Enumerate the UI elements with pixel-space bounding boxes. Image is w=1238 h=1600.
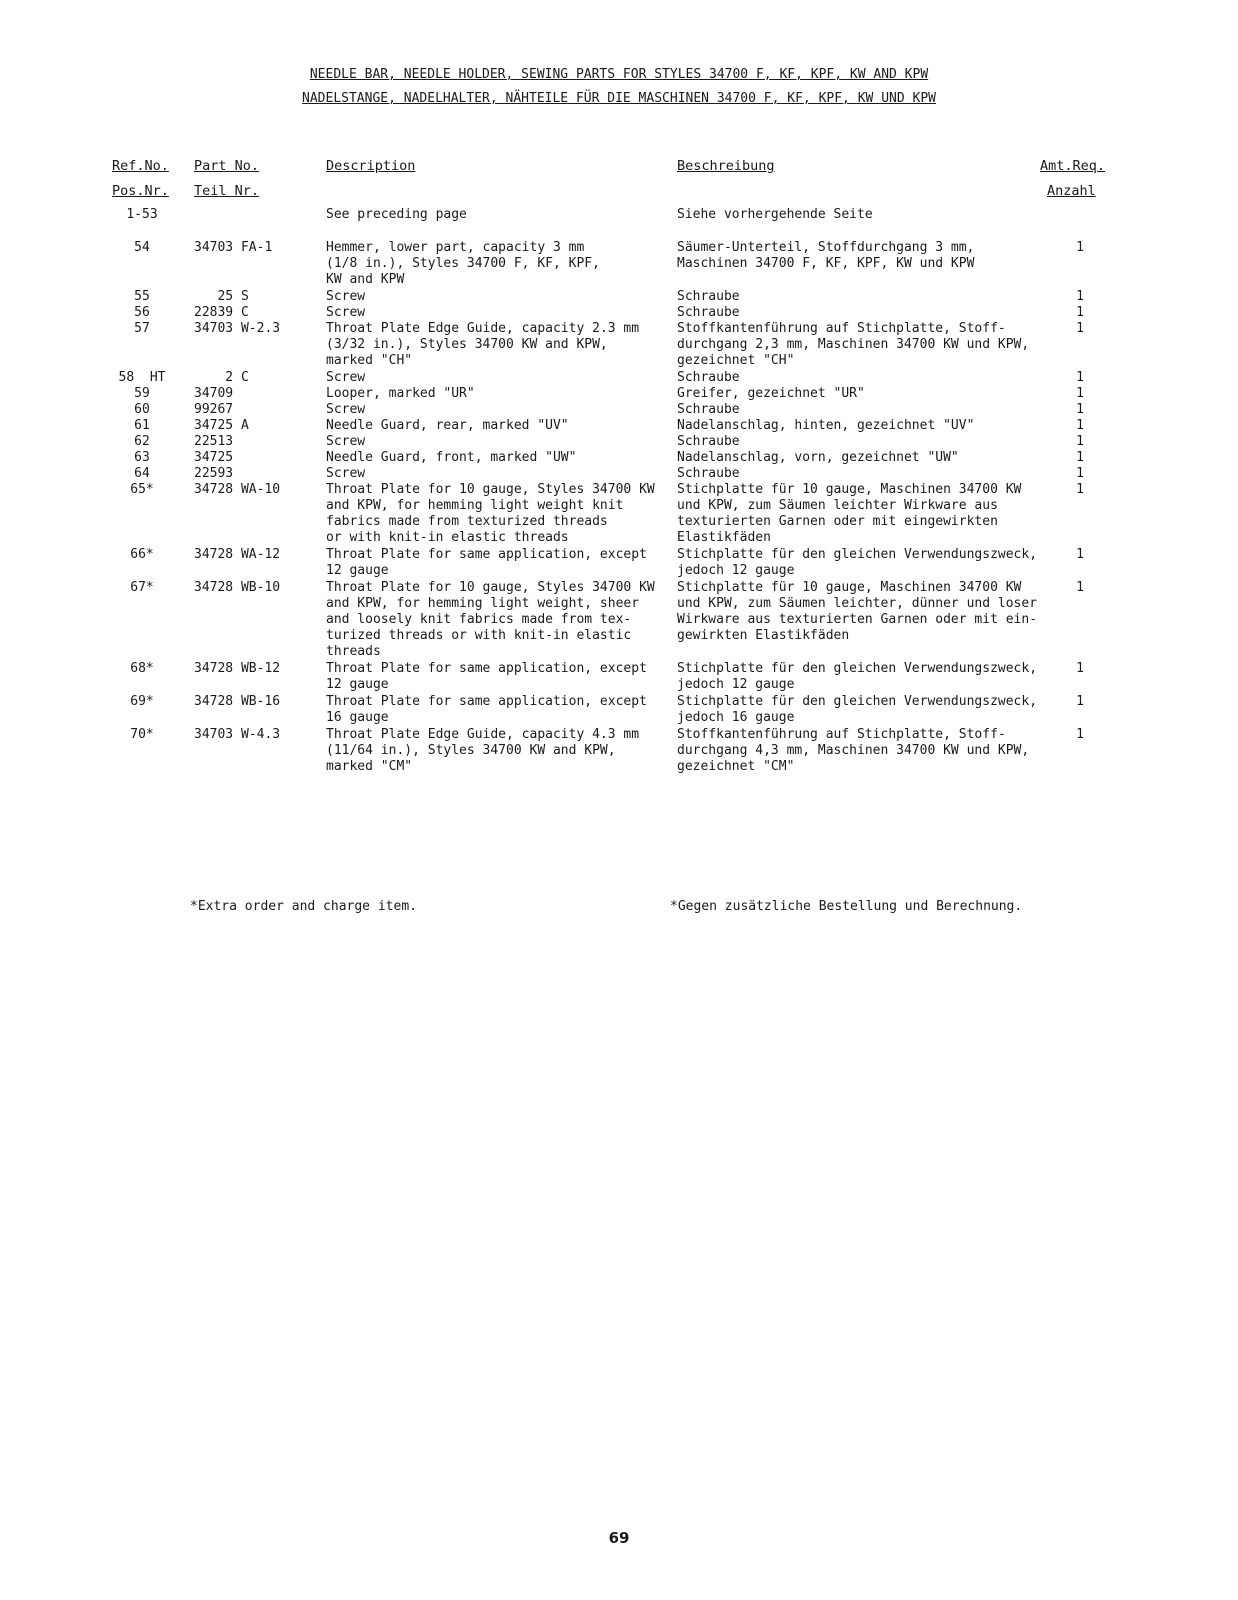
ref-no: 70* — [130, 727, 154, 742]
ref-no: 60 — [134, 402, 150, 417]
beschreibung: Säumer-Unterteil, Stoffdurchgang 3 mm, Maschinen 34700 F, KF, KPF, KW und KPW — [677, 240, 975, 271]
ref-no: 58 HT — [118, 370, 166, 385]
beschreibung: Stoffkantenführung auf Stichplatte, Stoff- durchgang 2,3 mm, Maschinen 34700 KW und KPW, gezeichnet "CH" — [677, 321, 1030, 368]
description: Throat Plate Edge Guide, capacity 2.3 mm (3/32 in.), Styles 34700 KW and KPW, marked "CH" — [326, 321, 640, 368]
description: Screw — [326, 370, 366, 385]
description: Screw — [326, 402, 366, 417]
part-no: 34728 WB-12 — [194, 661, 281, 676]
part-no: 22839 C — [194, 305, 249, 320]
header-anzahl: Anzahl — [1047, 183, 1096, 199]
header-amt-req: Amt.Req. — [1040, 158, 1106, 174]
description: Throat Plate for 10 gauge, Styles 34700 KW and KPW, for hemming light weight, sheer and loosely knit fabrics made from tex- turized threads or with knit-in elastic threads — [326, 580, 655, 659]
part-no: 34725 — [194, 450, 234, 465]
beschreibung: Stichplatte für den gleichen Verwendungszweck, jedoch 12 gauge — [677, 661, 1038, 692]
ref-no: 63 — [134, 450, 150, 465]
page-number: 69 — [608, 1529, 630, 1547]
amount: 1 — [1076, 450, 1084, 465]
part-no: 34725 A — [194, 418, 249, 433]
part-no: 34728 WA-12 — [194, 547, 281, 562]
amount: 1 — [1076, 434, 1084, 449]
part-no: 22593 — [194, 466, 234, 481]
description: Screw — [326, 305, 366, 320]
header-teil-nr: Teil Nr. — [194, 183, 260, 199]
amount: 1 — [1076, 580, 1084, 595]
beschreibung: Schraube — [677, 370, 740, 385]
beschreibung: Stichplatte für den gleichen Verwendungszweck, jedoch 16 gauge — [677, 694, 1038, 725]
header-description: Description — [326, 158, 416, 174]
footnote-english: *Extra order and charge item. — [190, 899, 417, 914]
part-no: 34703 W-2.3 — [194, 321, 281, 336]
amount: 1 — [1076, 547, 1084, 562]
beschreibung: Nadelanschlag, hinten, gezeichnet "UV" — [677, 418, 975, 433]
ref-no: 56 — [134, 305, 150, 320]
ref-no: 59 — [134, 386, 150, 401]
ref-no: 54 — [134, 240, 150, 255]
ref-no: 67* — [130, 580, 154, 595]
description: Needle Guard, front, marked "UW" — [326, 450, 577, 465]
amount: 1 — [1076, 661, 1084, 676]
amount: 1 — [1076, 386, 1084, 401]
part-no: 25 S — [194, 289, 249, 304]
amount: 1 — [1076, 305, 1084, 320]
part-no: 99267 — [194, 402, 234, 417]
description: Screw — [326, 434, 366, 449]
description: Throat Plate for same application, except 16 gauge — [326, 694, 647, 725]
ref-no: 69* — [130, 694, 154, 709]
amount: 1 — [1076, 482, 1084, 497]
description: Screw — [326, 289, 366, 304]
ref-no: 55 — [134, 289, 150, 304]
beschreibung: Schraube — [677, 434, 740, 449]
amount: 1 — [1076, 321, 1084, 336]
ref-no: 66* — [130, 547, 154, 562]
beschreibung: Siehe vorhergehende Seite — [677, 207, 873, 222]
ref-no: 62 — [134, 434, 150, 449]
description: Throat Plate Edge Guide, capacity 4.3 mm (11/64 in.), Styles 34700 KW and KPW, marked "CM" — [326, 727, 640, 774]
ref-no: 1-53 — [126, 207, 158, 222]
ref-no: 57 — [134, 321, 150, 336]
header-part-no: Part No. — [194, 158, 260, 174]
description: Needle Guard, rear, marked "UV" — [326, 418, 569, 433]
beschreibung: Stichplatte für 10 gauge, Maschinen 34700 KW und KPW, zum Säumen leichter Wirkware aus texturierten Garnen oder mit eingewirkten Elastikfäden — [677, 482, 1022, 545]
beschreibung: Schraube — [677, 402, 740, 417]
part-no: 34703 W-4.3 — [194, 727, 281, 742]
amount: 1 — [1076, 402, 1084, 417]
description: Throat Plate for 10 gauge, Styles 34700 KW and KPW, for hemming light weight knit fabrics made from texturized threads or with knit-in elastic threads — [326, 482, 655, 545]
beschreibung: Greifer, gezeichnet "UR" — [677, 386, 865, 401]
beschreibung: Schraube — [677, 305, 740, 320]
description: Throat Plate for same application, except 12 gauge — [326, 661, 647, 692]
footnote-german: *Gegen zusätzliche Bestellung und Berechnung. — [670, 899, 1023, 914]
amount: 1 — [1076, 727, 1084, 742]
description: See preceding page — [326, 207, 467, 222]
ref-no: 64 — [134, 466, 150, 481]
part-no: 34728 WA-10 — [194, 482, 281, 497]
part-no: 34728 WB-16 — [194, 694, 281, 709]
ref-no: 65* — [130, 482, 154, 497]
part-no: 34703 FA-1 — [194, 240, 273, 255]
title-german: NADELSTANGE, NADELHALTER, NÄHTEILE FÜR DIE MASCHINEN 34700 F, KF, KPF, KW UND KPW — [302, 91, 936, 106]
beschreibung: Stichplatte für den gleichen Verwendungszweck, jedoch 12 gauge — [677, 547, 1038, 578]
description: Screw — [326, 466, 366, 481]
amount: 1 — [1076, 370, 1084, 385]
ref-no: 68* — [130, 661, 154, 676]
ref-no: 61 — [134, 418, 150, 433]
part-no: 22513 — [194, 434, 234, 449]
description: Looper, marked "UR" — [326, 386, 475, 401]
title-english: NEEDLE BAR, NEEDLE HOLDER, SEWING PARTS FOR STYLES 34700 F, KF, KPF, KW AND KPW — [309, 67, 929, 82]
amount: 1 — [1076, 240, 1084, 255]
amount: 1 — [1076, 418, 1084, 433]
header-pos-nr: Pos.Nr. — [112, 183, 169, 199]
header-ref-no: Ref.No. — [112, 158, 169, 174]
amount: 1 — [1076, 466, 1084, 481]
amount: 1 — [1076, 289, 1084, 304]
description: Throat Plate for same application, except 12 gauge — [326, 547, 647, 578]
beschreibung: Stichplatte für 10 gauge, Maschinen 34700 KW und KPW, zum Säumen leichter, dünner und loser Wirkware aus texturierten Garnen oder mit ein- gewirkten Elastikfäden — [677, 580, 1038, 643]
header-beschreibung: Beschreibung — [677, 158, 775, 174]
beschreibung: Stoffkantenführung auf Stichplatte, Stoff- durchgang 4,3 mm, Maschinen 34700 KW und KPW, gezeichnet "CM" — [677, 727, 1030, 774]
part-no: 34728 WB-10 — [194, 580, 281, 595]
beschreibung: Schraube — [677, 289, 740, 304]
part-no: 2 C — [194, 370, 249, 385]
description: Hemmer, lower part, capacity 3 mm (1/8 in.), Styles 34700 F, KF, KPF, KW and KPW — [326, 240, 600, 287]
beschreibung: Nadelanschlag, vorn, gezeichnet "UW" — [677, 450, 959, 465]
beschreibung: Schraube — [677, 466, 740, 481]
amount: 1 — [1076, 694, 1084, 709]
part-no: 34709 — [194, 386, 234, 401]
